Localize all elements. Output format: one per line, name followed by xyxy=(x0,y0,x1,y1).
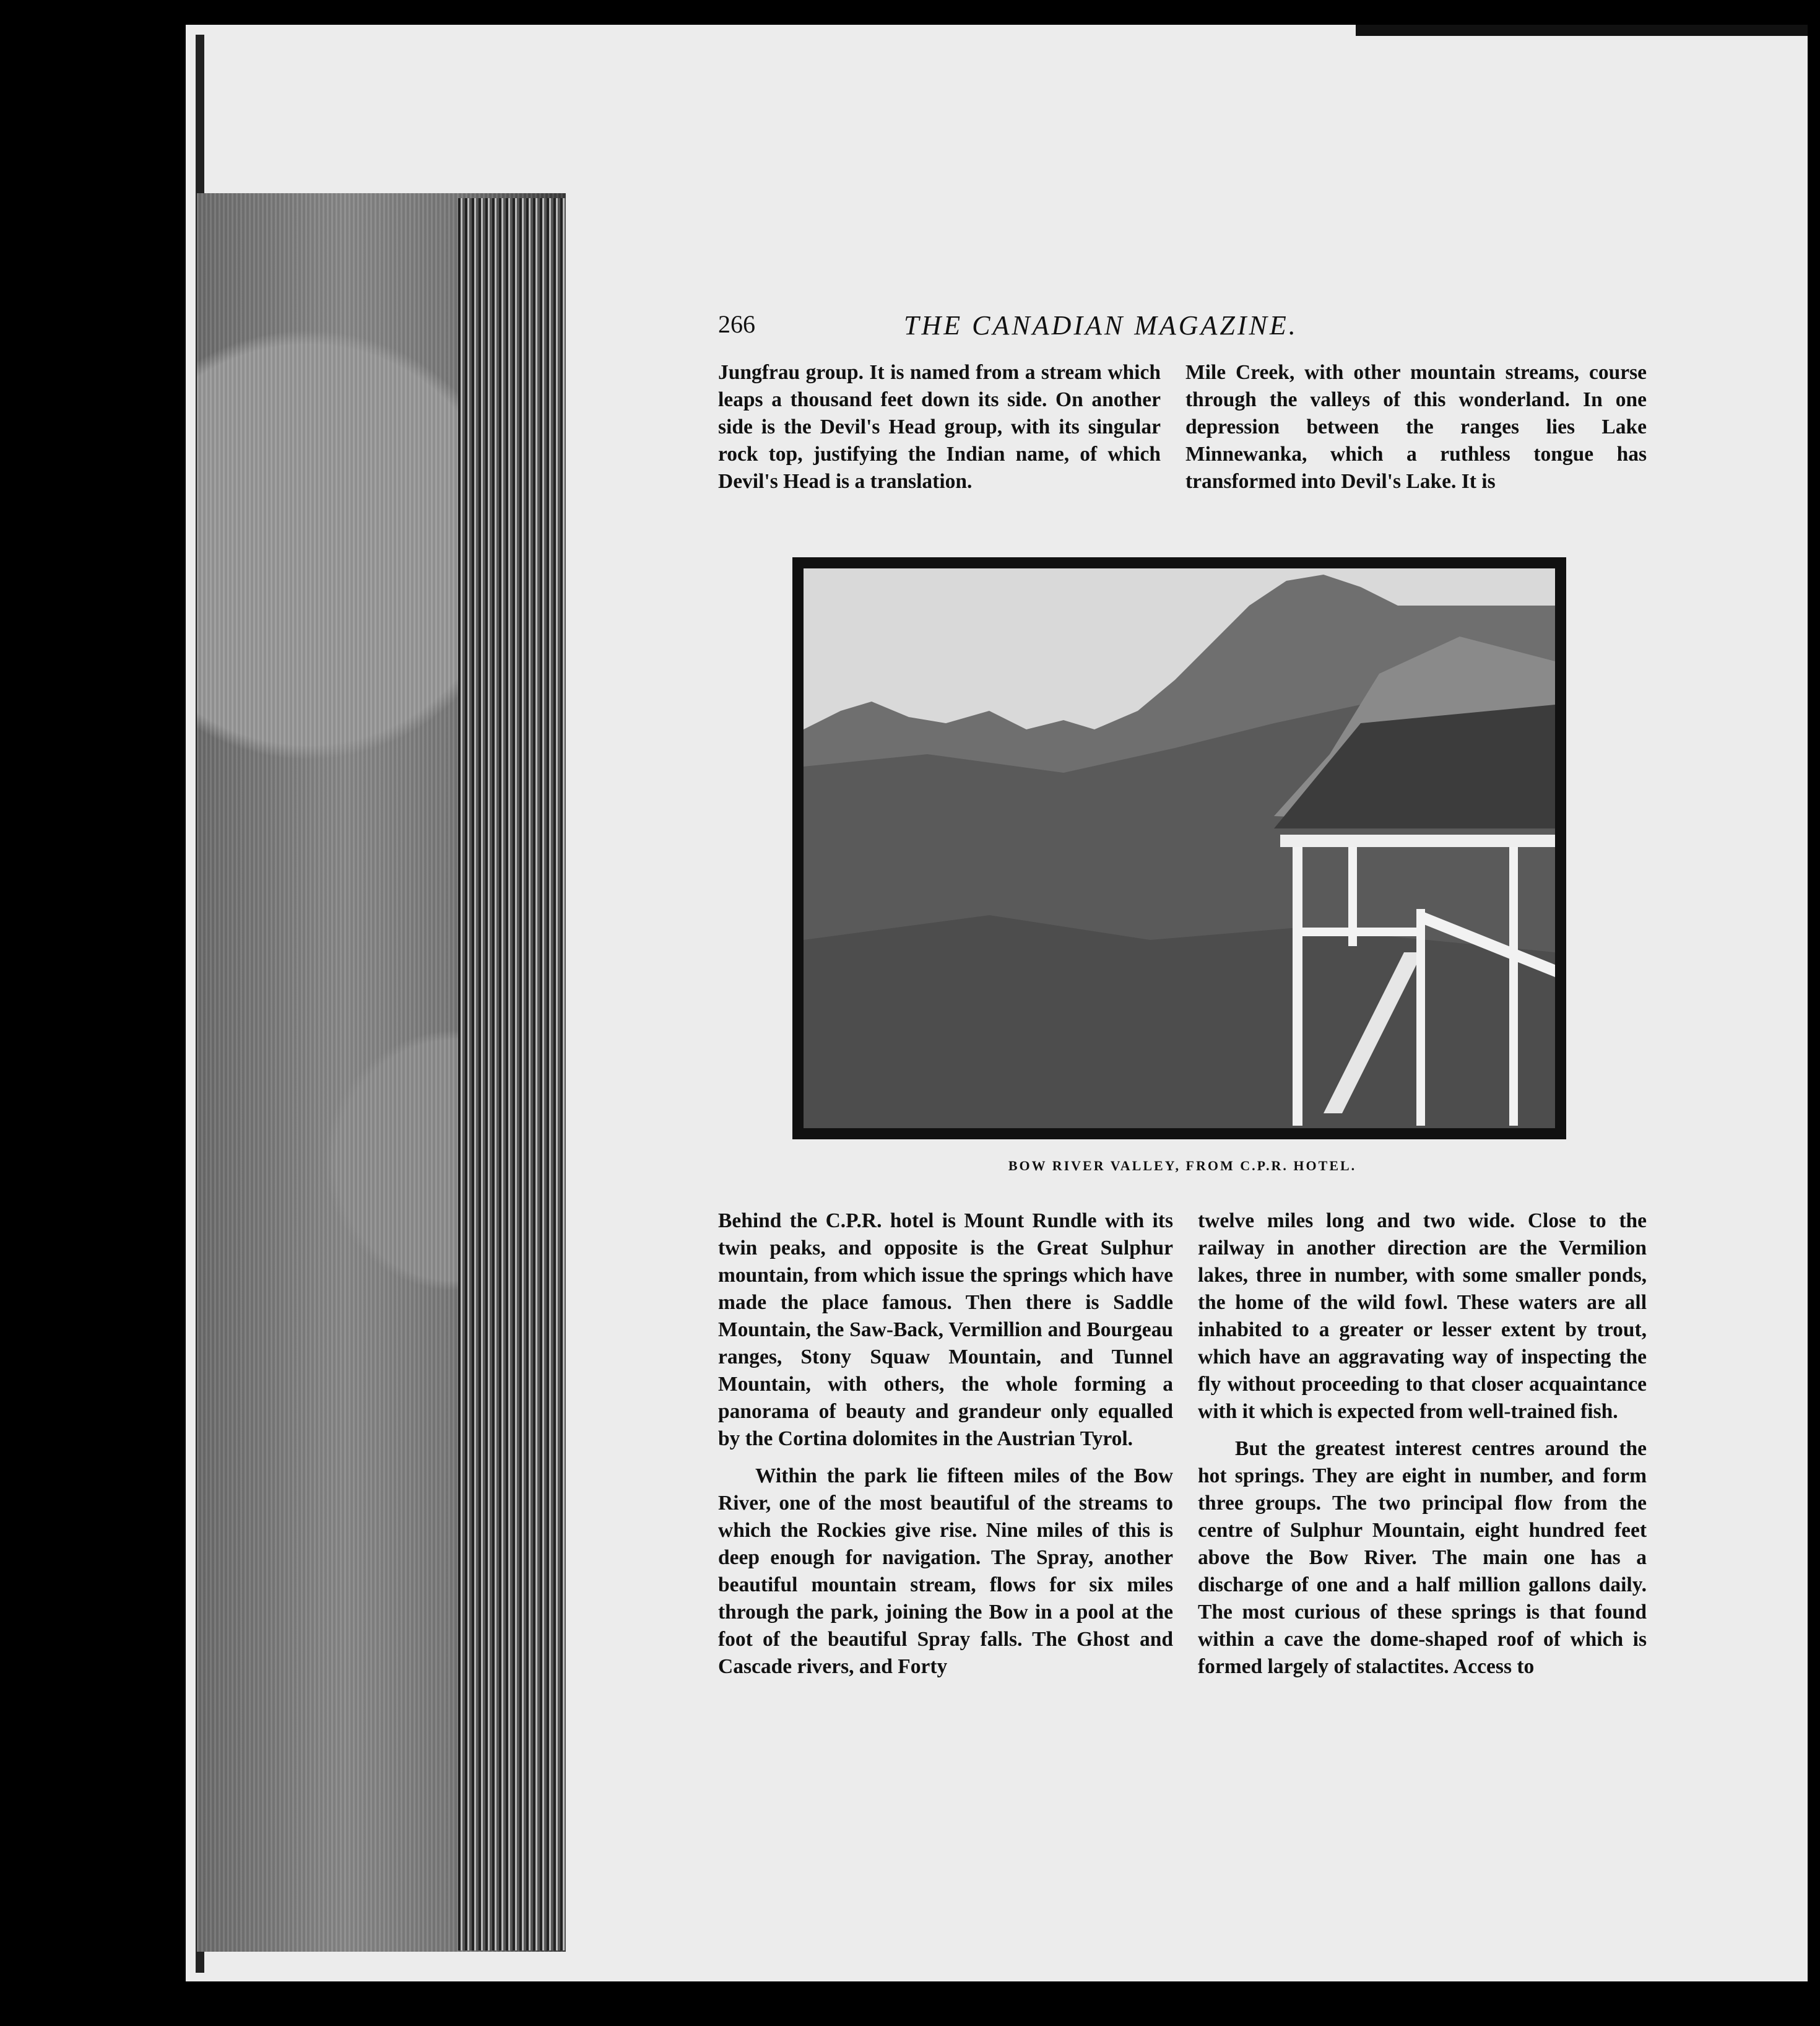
text-column-bottom-left xyxy=(718,1207,1173,1680)
paragraph: Behind the C.P.R. hotel is Mount Rundle with its twin peaks, and opposite is the Great Sulphur mountain, from which issue the springs which have made the place famous. Then there is Saddle Mountain, the Saw-Back, Vermillion and Bourgeau ranges, Stony Squaw Mountain, and Tunnel Mountain, with others, the whole forming a panorama of beauty and grandeur only equalled by the Cortina dolomites in the Austrian Tyrol. xyxy=(718,1209,1173,1450)
running-title: THE CANADIAN MAGAZINE. xyxy=(904,310,1298,341)
page-number: 266 xyxy=(718,310,755,338)
text-column-top-right xyxy=(1185,359,1647,495)
photo-illustration xyxy=(804,568,1555,1128)
page-edges xyxy=(458,198,566,1950)
photograph-bow-river-valley xyxy=(792,557,1566,1139)
figure-caption: BOW RIVER VALLEY, FROM C.P.R. HOTEL. xyxy=(1008,1158,1357,1173)
scan-border-top xyxy=(1356,25,1808,36)
paragraph: Within the park lie fifteen miles of the Bow River, one of the most beautiful of the streams to which the Rockies give rise. Nine miles of this is deep enough for navigation. The Spray, another beautiful mountain stream, flows for six miles through the park, joining the Bow in a pool at the foot of the beautiful Spray falls. The Ghost and Cascade rivers, and Forty xyxy=(718,1464,1173,1678)
text-column-bottom-right xyxy=(1198,1207,1647,1680)
paragraph: But the greatest interest centres around the hot springs. They are eight in number, and form three groups. The two principal flow from the centre of Sulphur Mountain, eight hundred feet above the Bow River. The main one has a discharge of one and a half million gallons daily. The most curious of these springs is that found within a cave the dome-shaped roof of which is formed largely of stalactites. Access to xyxy=(1198,1437,1647,1678)
paragraph: Mile Creek, with other mountain streams, course through the valleys of this wonderland. In one depression between the ranges lies Lake Minnewanka, which a ruthless tongue has transformed into Devil's Lake. It is xyxy=(1185,361,1647,493)
paragraph: twelve miles long and two wide. Close to the railway in another direction are the Vermilion lakes, three in number, with some smaller ponds, the home of the wild fowl. These waters are all inhabited to a greater or lesser extent by trout, which have an aggravating way of inspecting the fly without proceeding to that closer acquaintance with it which is expected from well-trained fish. xyxy=(1198,1209,1647,1423)
magazine-page xyxy=(718,291,1647,1926)
paragraph: Jungfrau group. It is named from a stream which leaps a thousand feet down its side. On another side is the Devil's Head group, with its singular rock top, justifying the Indian name, of which Devil's Head is a translation. xyxy=(718,361,1161,493)
text-column-top-left xyxy=(718,359,1161,495)
page-header xyxy=(718,310,1647,359)
